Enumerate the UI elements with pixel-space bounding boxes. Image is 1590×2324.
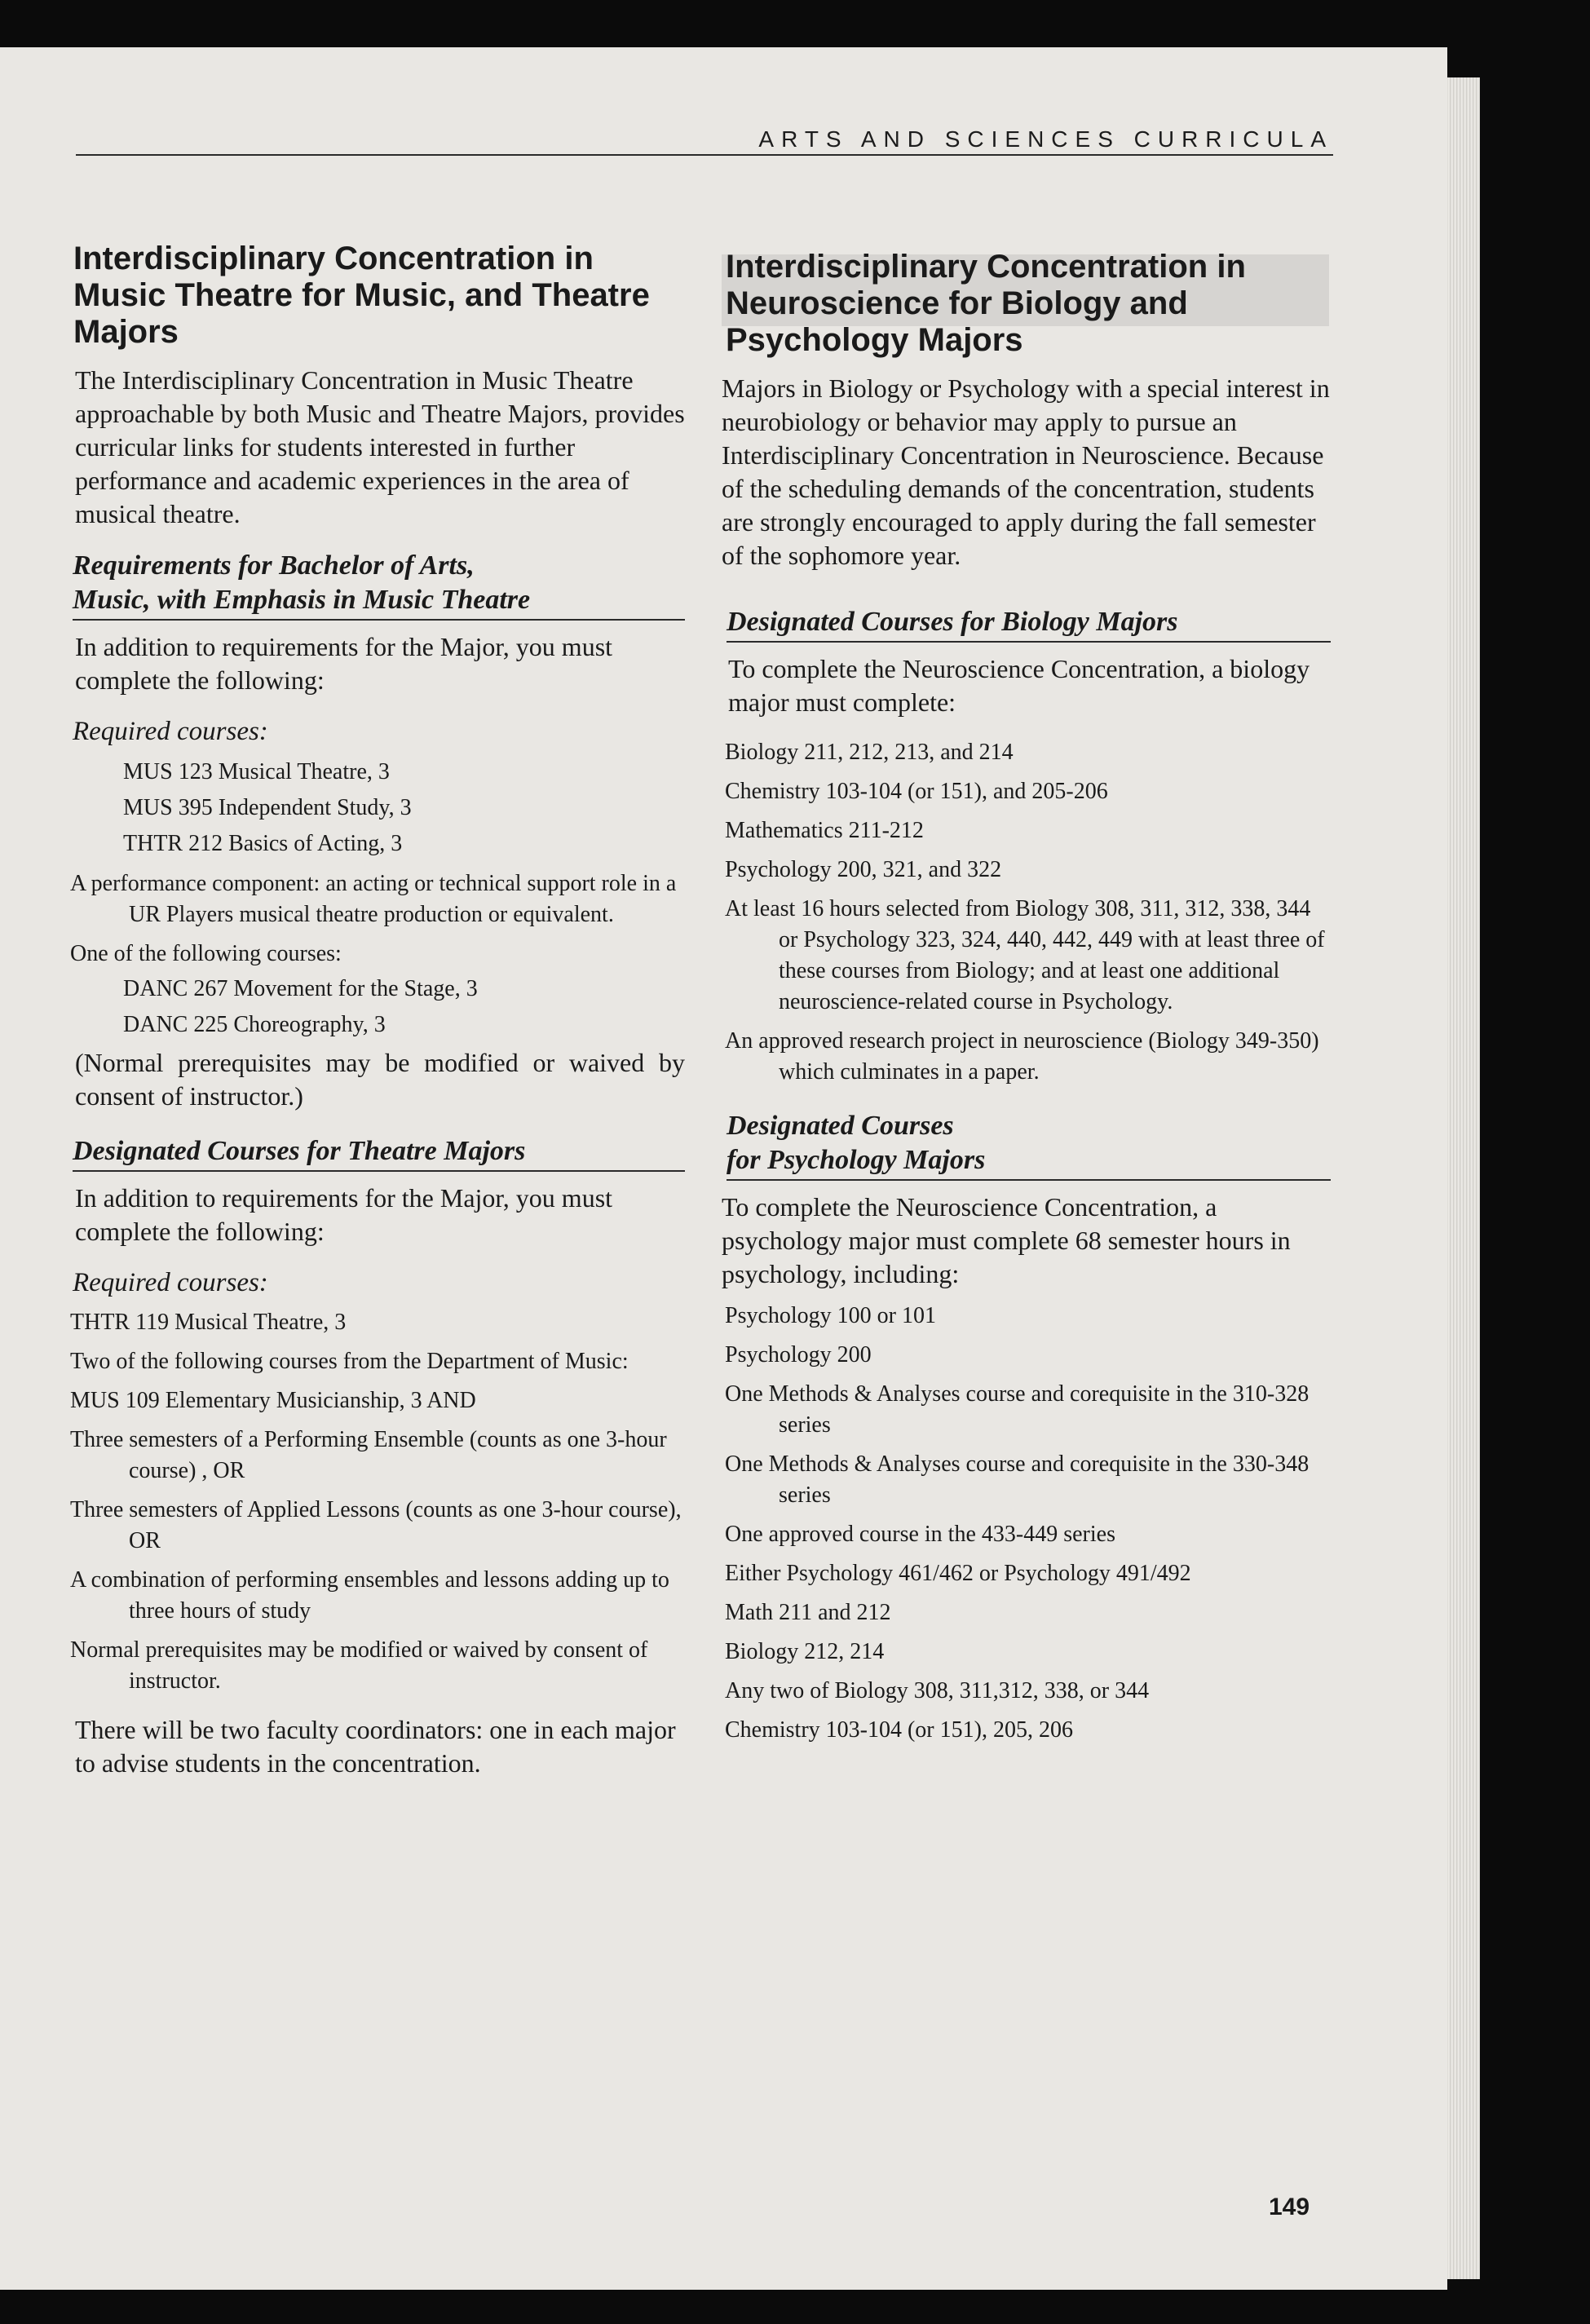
required-courses-label: Required courses: — [73, 1268, 268, 1297]
ba-requirements-line2: Music, with Emphasis in Music Theatre — [73, 585, 531, 615]
course-item: THTR 212 Basics of Acting, 3 — [123, 831, 403, 856]
psychology-heading-line2: for Psychology Majors — [727, 1145, 986, 1175]
course-item: MUS 123 Musical Theatre, 3 — [123, 759, 390, 784]
list-item: One Methods & Analyses course and corequisite in the 330-348 series — [725, 1451, 1310, 1508]
list-item: Biology 211, 212, 213, and 214 — [725, 740, 1014, 765]
course-option: DANC 225 Choreography, 3 — [123, 1012, 386, 1037]
list-item: Math 211 and 212 — [725, 1600, 891, 1625]
page-number: 149 — [1269, 2194, 1310, 2220]
course-item: MUS 395 Independent Study, 3 — [123, 795, 412, 820]
list-item: MUS 109 Elementary Musicianship, 3 AND — [70, 1388, 476, 1413]
music-theatre-intro: The Interdisciplinary Concentration in Music Theatre approachable by both Music and Theatre Majors, provides curricular links for students interested in further performance and academic experiences in the area of musical theatre. — [75, 365, 685, 528]
psychology-majors-intro: To complete the Neuroscience Concentration, a psychology major must complete 68 semester hours in psychology, including: — [722, 1192, 1291, 1288]
list-item: Any two of Biology 308, 311,312, 338, or 344 — [725, 1678, 1150, 1703]
list-item: Mathematics 211-212 — [725, 818, 924, 843]
biology-majors-intro: To complete the Neuroscience Concentration, a biology major must complete: — [728, 654, 1310, 717]
list-item: Psychology 200 — [725, 1342, 872, 1367]
neuroscience-intro: Majors in Biology or Psychology with a special interest in neurobiology or behavior may apply to pursue an Interdisciplinary Concentration in Neuroscience. Because of the scheduling demands of the concentration, students are strongly encouraged to apply during the fall semester of the sophomore year. — [722, 373, 1330, 570]
list-item: Either Psychology 461/462 or Psychology 491/492 — [725, 1561, 1191, 1586]
list-item: Psychology 100 or 101 — [725, 1303, 936, 1328]
list-item: One approved course in the 433-449 series — [725, 1522, 1115, 1547]
list-item: Two of the following courses from the Department of Music: — [70, 1349, 629, 1374]
performance-component: A performance component: an acting or technical support role in a UR Players musical theatre production or equivalent. — [70, 871, 677, 927]
ba-requirements-line1: Requirements for Bachelor of Arts, — [73, 550, 475, 581]
page-edge — [1447, 77, 1480, 2279]
list-item: Chemistry 103-104 (or 151), 205, 206 — [725, 1717, 1073, 1743]
course-option: DANC 267 Movement for the Stage, 3 — [123, 976, 478, 1001]
list-item: Three semesters of a Performing Ensemble (counts as one 3-hour course) , OR — [70, 1427, 667, 1483]
psychology-majors-heading — [727, 1109, 1331, 1181]
running-head-text: ARTS AND SCIENCES CURRICULA — [758, 126, 1333, 152]
prerequisite-note: (Normal prerequisites may be modified or waived by consent of instructor.) — [75, 1048, 685, 1111]
list-item: Chemistry 103-104 (or 151), and 205-206 — [725, 779, 1108, 804]
ba-requirements-heading — [73, 549, 685, 621]
biology-majors-heading: Designated Courses for Biology Majors — [727, 605, 1331, 643]
list-item: Three semesters of Applied Lessons (counts as one 3-hour course), OR — [70, 1497, 682, 1553]
ba-requirements-intro: In addition to requirements for the Major, you must complete the following: — [75, 632, 613, 695]
list-item: Normal prerequisites may be modified or waived by consent of instructor. — [70, 1637, 648, 1694]
required-courses-label: Required courses: — [73, 717, 268, 746]
running-head — [76, 126, 1333, 156]
list-item: THTR 119 Musical Theatre, 3 — [70, 1310, 347, 1335]
list-item: At least 16 hours selected from Biology 308, 311, 312, 338, 344 or Psychology 323, 324, 440, 442, 449 with at least three of these courses from Biology; and at least one additional neuroscience-related course in Psychology. — [725, 896, 1325, 1014]
psychology-heading-line1: Designated Courses — [727, 1111, 954, 1141]
music-theatre-heading: Interdisciplinary Concentration in Music Theatre for Music, and Theatre Majors — [73, 241, 650, 350]
list-item: Psychology 200, 321, and 322 — [725, 857, 1002, 882]
theatre-majors-heading: Designated Courses for Theatre Majors — [73, 1134, 685, 1172]
list-item: Biology 212, 214 — [725, 1639, 885, 1664]
list-item: An approved research project in neuroscience (Biology 349-350) which culminates in a paper. — [725, 1028, 1319, 1085]
list-item: One Methods & Analyses course and corequisite in the 310-328 series — [725, 1381, 1310, 1438]
neuroscience-heading: Interdisciplinary Concentration in Neuroscience for Biology and Psychology Majors — [726, 249, 1246, 358]
one-of-label: One of the following courses: — [70, 941, 342, 966]
list-item: A combination of performing ensembles and lessons adding up to three hours of study — [70, 1567, 669, 1624]
right-column — [722, 241, 1331, 1754]
theatre-majors-intro: In addition to requirements for the Major, you must complete the following: — [75, 1183, 613, 1246]
faculty-coordinators-note: There will be two faculty coordinators: one in each major to advise students in the concentration. — [75, 1715, 676, 1778]
left-column — [68, 241, 685, 1798]
